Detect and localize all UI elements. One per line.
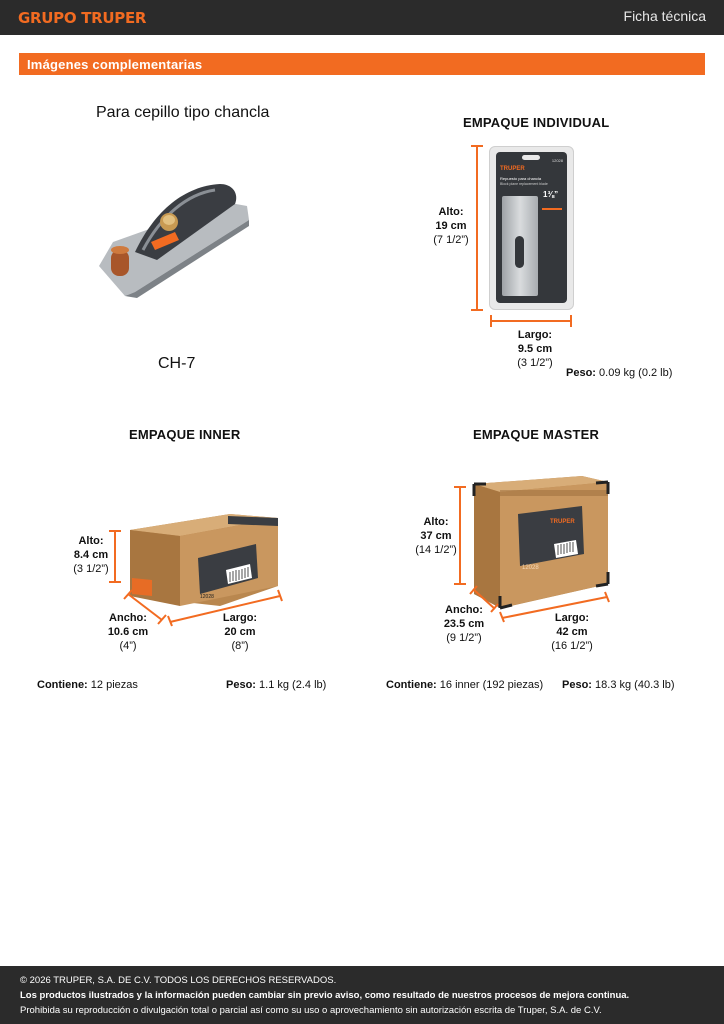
individual-largo: Largo: 9.5 cm (3 1/2”) [517, 329, 553, 369]
master-alto: Alto: 37 cm (14 1/2”) [415, 516, 457, 556]
brand-logo: GRUPO TRUPER [18, 9, 147, 27]
card-brand: TRUPER [500, 166, 525, 172]
inner-peso: Peso: 1.1 kg (2.4 lb) [226, 679, 327, 691]
individual-alto: Alto: 19 cm (7 1/2”) [433, 206, 469, 246]
section-title: Imágenes complementarias [27, 57, 203, 72]
document-title: Ficha técnica [623, 8, 706, 24]
individual-peso: Peso: 0.09 kg (0.2 lb) [566, 367, 673, 379]
inner-box-code: 12028 [200, 594, 214, 600]
top-header-bar [0, 0, 724, 35]
block-plane-image [95, 180, 255, 300]
card-code: 12028 [551, 158, 563, 163]
inner-largo: Largo: 20 cm (8”) [222, 612, 258, 652]
inner-alto: Alto: 8.4 cm (3 1/2”) [73, 535, 109, 575]
footer [0, 966, 724, 1024]
blister-card [489, 146, 574, 310]
card-size: 1⅜” [543, 190, 559, 199]
inner-title: EMPAQUE INNER [129, 427, 241, 442]
master-peso: Peso: 18.3 kg (40.3 lb) [562, 679, 675, 691]
master-ancho: Ancho: 23.5 cm (9 1/2”) [443, 604, 485, 644]
replacement-blade [502, 196, 538, 296]
individual-title: EMPAQUE INDIVIDUAL [463, 115, 610, 130]
footer-notice: Los productos ilustrados y la información pueden cambiar sin previo aviso, como resultado de nuestros procesos de mejora continua. [20, 990, 630, 1001]
master-box-code: 12028 [522, 565, 539, 571]
section-bar [19, 53, 705, 75]
product-model: CH-7 [158, 355, 196, 372]
inner-ancho: Ancho: 10.6 cm (4”) [107, 612, 149, 652]
product-caption: Para cepillo tipo chancla [96, 104, 270, 121]
card-line2: Block plane replacement blade [500, 182, 548, 186]
footer-prohibition: Prohibida su reproducción o divulgación total o parcial así como su uso o aprovechamiento sin autorización escrita de Truper, S.A. de C.V. [20, 1005, 602, 1016]
card-orange-line [542, 208, 562, 210]
inner-contiene: Contiene: 12 piezas [37, 679, 138, 691]
master-contiene: Contiene: 16 inner (192 piezas) [386, 679, 544, 691]
master-box-brand: TRUPER [550, 519, 575, 525]
individual-length-arrow [489, 315, 573, 327]
card-line1: Repuesto para chancla [500, 176, 542, 181]
master-largo: Largo: 42 cm (16 1/2”) [551, 612, 593, 652]
footer-copyright: © 2026 TRUPER, S.A. DE C.V. TODOS LOS DERECHOS RESERVADOS. [20, 975, 337, 986]
master-title: EMPAQUE MASTER [473, 427, 600, 442]
